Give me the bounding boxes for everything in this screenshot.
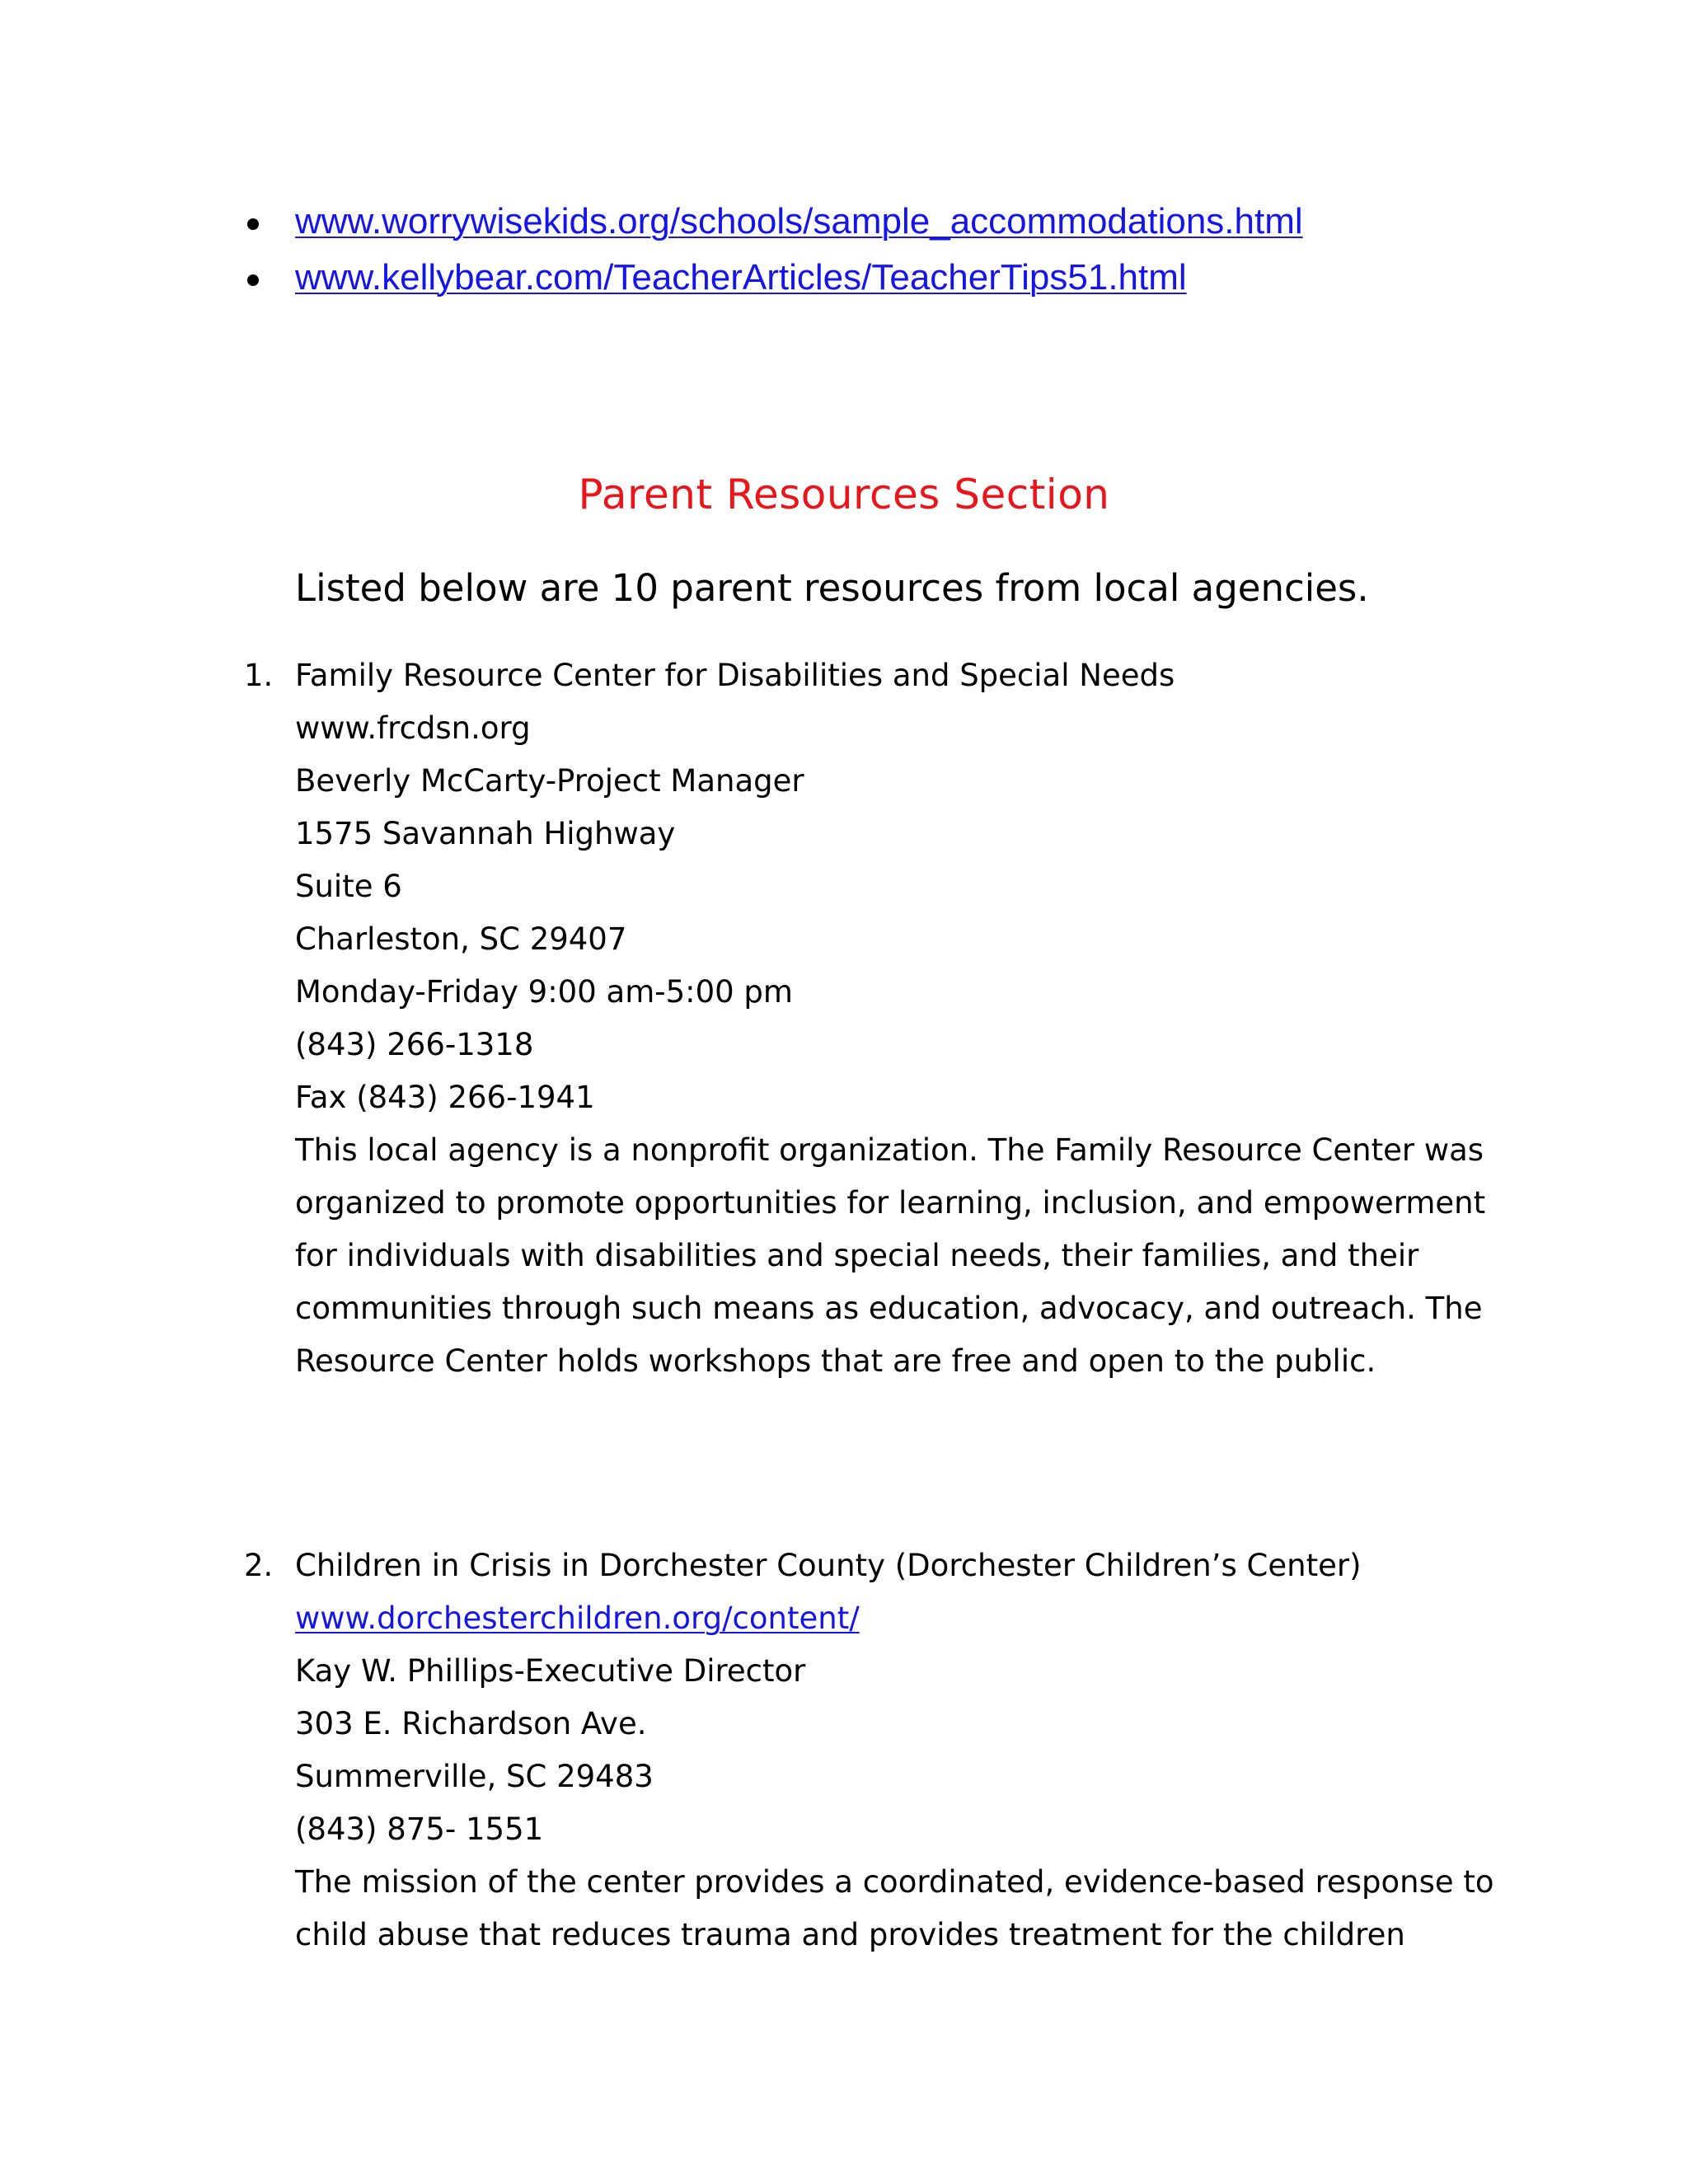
- entry-number: 1.: [244, 658, 274, 693]
- entry-address-line2: Suite 6: [295, 869, 402, 904]
- entry-city: Summerville, SC 29483: [295, 1759, 654, 1794]
- entry-phone: (843) 875- 1551: [295, 1811, 544, 1847]
- entry-hours: Monday-Friday 9:00 am-5:00 pm: [295, 974, 793, 1010]
- entry-website-link[interactable]: www.dorchesterchildren.org/content/: [295, 1601, 860, 1636]
- worrywisekids-link[interactable]: www.worrywisekids.org/schools/sample_accommodations.html: [295, 201, 1303, 241]
- entry-name: Family Resource Center for Disabilities and Special Needs: [295, 658, 1175, 693]
- bullet-icon: [247, 274, 259, 286]
- section-title: Parent Resources Section: [578, 471, 1110, 518]
- resource-link-list: [247, 196, 1303, 308]
- entry-contact: Kay W. Phillips-Executive Director: [295, 1653, 806, 1689]
- kellybear-link[interactable]: www.kellybear.com/TeacherArticles/TeacherTips51.html: [295, 257, 1187, 298]
- entry-contact: Beverly McCarty-Project Manager: [295, 763, 804, 799]
- list-item: [247, 252, 1303, 308]
- entry-website: www.frcdsn.org: [295, 710, 531, 746]
- entry-fax: Fax (843) 266-1941: [295, 1080, 595, 1115]
- entry-city: Charleston, SC 29407: [295, 921, 627, 957]
- entry-phone: (843) 266-1318: [295, 1027, 534, 1062]
- list-item: [247, 196, 1303, 252]
- entry-address-line1: 303 E. Richardson Ave.: [295, 1706, 647, 1741]
- entry-address-line1: 1575 Savannah Highway: [295, 816, 676, 851]
- intro-text: Listed below are 10 parent resources from local agencies.: [295, 566, 1369, 610]
- entry-name: Children in Crisis in Dorchester County (Dorchester Children’s Center): [295, 1548, 1362, 1583]
- bullet-icon: [247, 218, 259, 230]
- entry-description: This local agency is a nonprofit organization. The Family Resource Center was organized to promote opportunities for learning, inclusion, and empowerment for individuals with disabilities and special needs, their families, and their communities through such means as education, advocacy, and outreach. The Resource Center holds workshops that are free and open to the public.: [295, 1132, 1486, 1379]
- entry-description: The mission of the center provides a coordinated, evidence-based response to child abuse that reduces trauma and provides treatment for the children: [295, 1864, 1494, 1952]
- entry-number: 2.: [244, 1548, 274, 1583]
